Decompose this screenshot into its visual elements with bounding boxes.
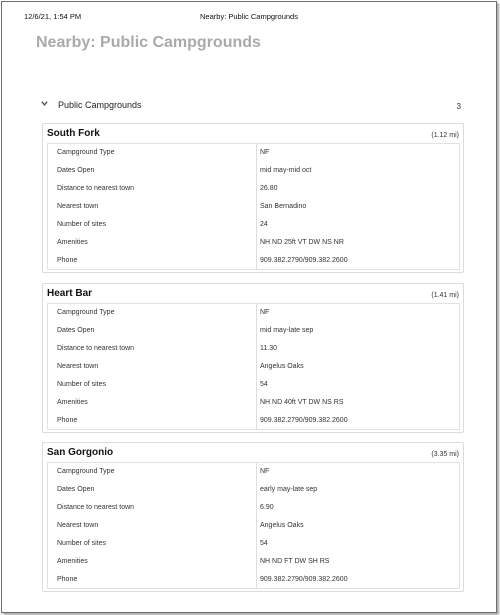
- detail-label: Dates Open: [57, 327, 95, 334]
- detail-label: Number of sites: [57, 221, 107, 228]
- detail-row: [48, 394, 459, 412]
- detail-row: [48, 463, 459, 481]
- detail-value: early may-late sep: [260, 486, 318, 493]
- page-title: Nearby: Public Campgrounds: [36, 34, 261, 51]
- detail-value: 909.382.2790/909.382.2600: [260, 417, 348, 424]
- detail-label: Campground Type: [57, 149, 115, 156]
- section-header-public-campgrounds[interactable]: [40, 99, 464, 113]
- detail-label: Number of sites: [57, 381, 107, 388]
- campground-card: [42, 283, 464, 433]
- section-label: Public Campgrounds: [58, 100, 142, 110]
- detail-value: 6.90: [260, 504, 274, 511]
- detail-row: [48, 358, 459, 376]
- detail-row: [48, 234, 459, 252]
- detail-label: Amenities: [57, 399, 88, 406]
- detail-value: mid may-mid oct: [260, 167, 312, 174]
- detail-row: [48, 340, 459, 358]
- detail-label: Nearest town: [57, 203, 99, 210]
- detail-value: 54: [260, 540, 268, 547]
- detail-value: 909.382.2790/909.382.2600: [260, 257, 348, 264]
- campground-name: Heart Bar: [47, 288, 93, 299]
- campground-name: South Fork: [47, 128, 100, 139]
- detail-label: Phone: [57, 257, 78, 264]
- campground-name: San Gorgonio: [47, 447, 114, 458]
- print-date: 12/6/21, 1:54 PM: [24, 12, 82, 21]
- detail-value: NH ND 25ft VT DW NS NR: [260, 239, 344, 246]
- detail-label: Phone: [57, 417, 78, 424]
- detail-value: NF: [260, 149, 270, 156]
- detail-label: Distance to nearest town: [57, 345, 135, 352]
- detail-label: Amenities: [57, 558, 88, 565]
- detail-value: NH ND 40ft VT DW NS RS: [260, 399, 344, 406]
- detail-row: [48, 144, 459, 162]
- detail-row: [48, 180, 459, 198]
- detail-label: Campground Type: [57, 309, 115, 316]
- detail-row: [48, 376, 459, 394]
- detail-value: 11.30: [260, 345, 277, 352]
- detail-value: 26.80: [260, 185, 278, 192]
- detail-value: NF: [260, 309, 270, 316]
- detail-value: Angelus Oaks: [260, 522, 304, 529]
- detail-value: NH ND FT DW SH RS: [260, 558, 330, 565]
- detail-label: Distance to nearest town: [57, 185, 135, 192]
- detail-value: 909.382.2790/909.382.2600: [260, 576, 348, 583]
- detail-value: 54: [260, 381, 268, 388]
- detail-value: San Bernadino: [260, 203, 307, 210]
- section-count: 3: [456, 102, 461, 111]
- detail-value: Angelus Oaks: [260, 363, 304, 370]
- printed-page: [1, 1, 497, 613]
- detail-label: Distance to nearest town: [57, 504, 135, 511]
- detail-row: [48, 499, 459, 517]
- campground-details-table: [47, 462, 460, 589]
- detail-row: [48, 481, 459, 499]
- print-title: Nearby: Public Campgrounds: [200, 12, 298, 21]
- detail-row: [48, 553, 459, 571]
- detail-label: Dates Open: [57, 167, 95, 174]
- detail-row: [48, 412, 459, 430]
- detail-value: NF: [260, 468, 270, 475]
- campground-distance: (1.12 mi): [431, 132, 459, 139]
- detail-row: [48, 322, 459, 340]
- detail-row: [48, 252, 459, 270]
- chevron-down-icon[interactable]: [40, 99, 49, 111]
- detail-label: Number of sites: [57, 540, 107, 547]
- campground-card: [42, 442, 464, 592]
- detail-row: [48, 162, 459, 180]
- detail-label: Dates Open: [57, 486, 95, 493]
- campground-details-table: [47, 143, 460, 270]
- detail-label: Nearest town: [57, 363, 99, 370]
- detail-row: [48, 517, 459, 535]
- detail-label: Amenities: [57, 239, 88, 246]
- campground-details-table: [47, 303, 460, 430]
- detail-row: [48, 571, 459, 589]
- campground-distance: (1.41 mi): [431, 292, 459, 299]
- detail-label: Campground Type: [57, 468, 115, 475]
- detail-label: Nearest town: [57, 522, 99, 529]
- detail-row: [48, 535, 459, 553]
- detail-row: [48, 304, 459, 322]
- detail-label: Phone: [57, 576, 78, 583]
- campground-card: [42, 123, 464, 273]
- detail-row: [48, 216, 459, 234]
- detail-value: mid may-late sep: [260, 327, 314, 334]
- detail-row: [48, 198, 459, 216]
- campground-distance: (3.35 mi): [431, 451, 459, 458]
- detail-value: 24: [260, 221, 268, 228]
